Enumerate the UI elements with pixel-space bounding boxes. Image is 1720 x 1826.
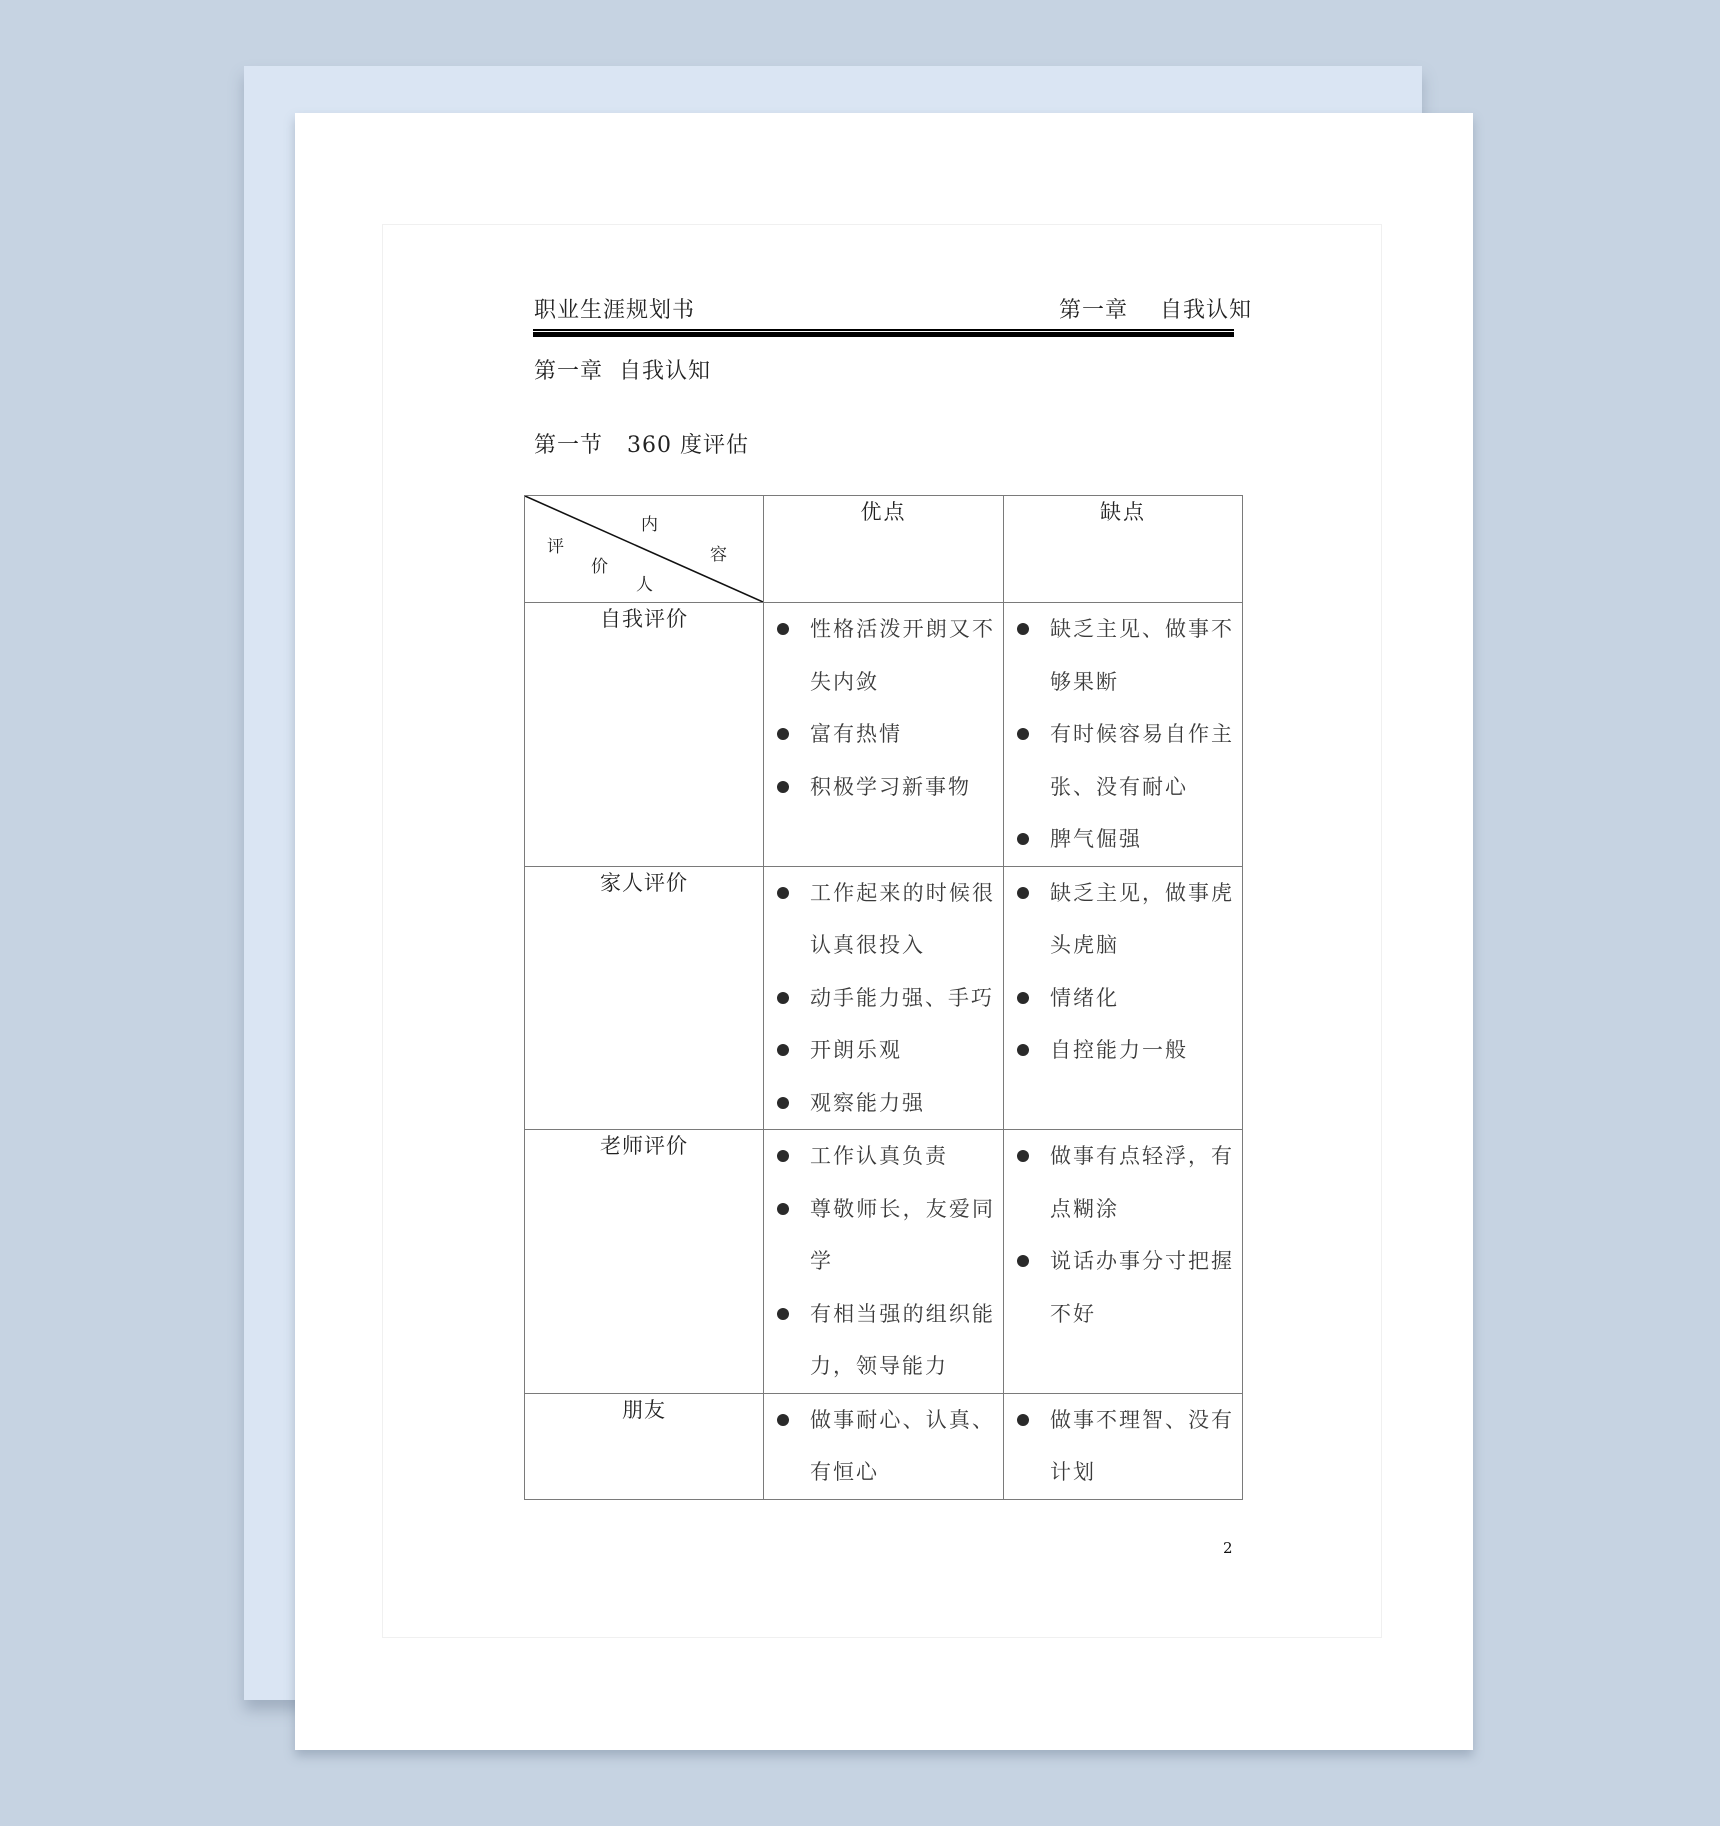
bullet-icon: [777, 1308, 789, 1320]
item-text: 尊敬师长，友爱同学: [810, 1196, 995, 1273]
item-text: 工作起来的时候很认真很投入: [810, 880, 995, 957]
list-item: [764, 867, 1003, 972]
list-item: [764, 603, 1003, 708]
list-item: [764, 761, 1003, 814]
item-text: 观察能力强: [810, 1090, 925, 1115]
item-text: 说话办事分寸把握不好: [1050, 1249, 1234, 1326]
bullet-icon: [777, 781, 789, 793]
bullet-icon: [777, 728, 789, 740]
bullet-icon: [1017, 887, 1029, 899]
strengths-cell: [764, 603, 1004, 867]
chapter-title: 第一章 自我认知: [534, 359, 711, 384]
item-text: 有时候容易自作主张、没有耐心: [1050, 722, 1234, 799]
list-item: [764, 1183, 1003, 1288]
list-item: [1004, 972, 1242, 1025]
item-text: 做事有点轻浮，有点糊涂: [1050, 1144, 1234, 1221]
bullet-icon: [1017, 833, 1029, 845]
list-item: [764, 1288, 1003, 1393]
item-text: 动手能力强、手巧: [810, 985, 994, 1010]
table-row: [525, 1393, 1243, 1499]
corner-label-char: 容: [710, 545, 727, 565]
list-item: [1004, 1235, 1242, 1340]
list-item: [1004, 708, 1242, 813]
weaknesses-cell: [1004, 866, 1243, 1130]
list-item: [1004, 813, 1242, 866]
evaluator-label: 朋友: [525, 1393, 764, 1499]
running-header-chapter: 第一章 自我认知: [1059, 298, 1252, 323]
corner-label-char: 人: [636, 575, 653, 595]
diagonal-header-cell: [525, 496, 764, 603]
item-text: 做事耐心、认真、有恒心: [810, 1407, 995, 1484]
evaluator-label: 老师评价: [525, 1130, 764, 1394]
bullet-icon: [1017, 728, 1029, 740]
bullet-icon: [777, 1414, 789, 1426]
table-header-row: [525, 496, 1243, 603]
column-header-strengths: 优点: [764, 496, 1004, 603]
weaknesses-cell: [1004, 1130, 1243, 1394]
bullet-icon: [1017, 623, 1029, 635]
table-row: [525, 866, 1243, 1130]
item-text: 富有热情: [810, 722, 902, 746]
bullet-icon: [1017, 1044, 1029, 1056]
evaluator-label: 家人评价: [525, 866, 764, 1130]
bullet-icon: [1017, 1414, 1029, 1426]
item-text: 有相当强的组织能力，领导能力: [810, 1301, 995, 1378]
list-item: [764, 1024, 1003, 1077]
bullet-icon: [777, 992, 789, 1004]
list-item: [1004, 867, 1242, 972]
weaknesses-cell: [1004, 1393, 1243, 1499]
list-item: [764, 1130, 1003, 1183]
item-text: 缺乏主见，做事虎头虎脑: [1050, 880, 1234, 957]
page-content-area: [382, 224, 1382, 1638]
column-header-weaknesses: 缺点: [1004, 496, 1243, 603]
header-rule-thin: [533, 329, 1234, 331]
list-item: [1004, 603, 1242, 708]
evaluator-label: 自我评价: [525, 603, 764, 867]
corner-label-char: 价: [591, 557, 608, 577]
strengths-cell: [764, 866, 1004, 1130]
item-text: 情绪化: [1050, 985, 1119, 1010]
list-item: [764, 1077, 1003, 1130]
item-text: 做事不理智、没有计划: [1050, 1407, 1234, 1484]
weaknesses-cell: [1004, 603, 1243, 867]
list-item: [1004, 1024, 1242, 1077]
bullet-icon: [777, 1203, 789, 1215]
bullet-icon: [777, 1150, 789, 1162]
list-item: [1004, 1394, 1242, 1499]
list-item: [764, 972, 1003, 1025]
document-page: [295, 113, 1473, 1750]
item-text: 缺乏主见、做事不够果断: [1050, 617, 1234, 694]
bullet-icon: [1017, 1150, 1029, 1162]
table-row: [525, 1130, 1243, 1394]
bullet-icon: [777, 1097, 789, 1109]
bullet-icon: [777, 623, 789, 635]
item-text: 积极学习新事物: [810, 774, 971, 799]
bullet-icon: [777, 1044, 789, 1056]
bullet-icon: [1017, 1255, 1029, 1267]
evaluation-table: [524, 495, 1243, 1500]
section-title: 第一节 360 度评估: [534, 433, 749, 458]
item-text: 开朗乐观: [810, 1038, 902, 1062]
corner-label-char: 内: [641, 515, 658, 535]
bullet-icon: [777, 887, 789, 899]
header-rule-thick: [533, 332, 1234, 337]
running-header-title: 职业生涯规划书: [534, 298, 696, 323]
corner-label-char: 评: [547, 537, 564, 557]
strengths-cell: [764, 1130, 1004, 1394]
list-item: [1004, 1130, 1242, 1235]
item-text: 性格活泼开朗又不失内敛: [810, 617, 995, 694]
item-text: 工作认真负责: [810, 1144, 948, 1168]
page-number: 2: [1223, 1539, 1233, 1557]
bullet-icon: [1017, 992, 1029, 1004]
list-item: [764, 708, 1003, 761]
item-text: 自控能力一般: [1050, 1038, 1188, 1062]
strengths-cell: [764, 1393, 1004, 1499]
table-row: [525, 603, 1243, 867]
list-item: [764, 1394, 1003, 1499]
item-text: 脾气倔强: [1050, 827, 1142, 851]
